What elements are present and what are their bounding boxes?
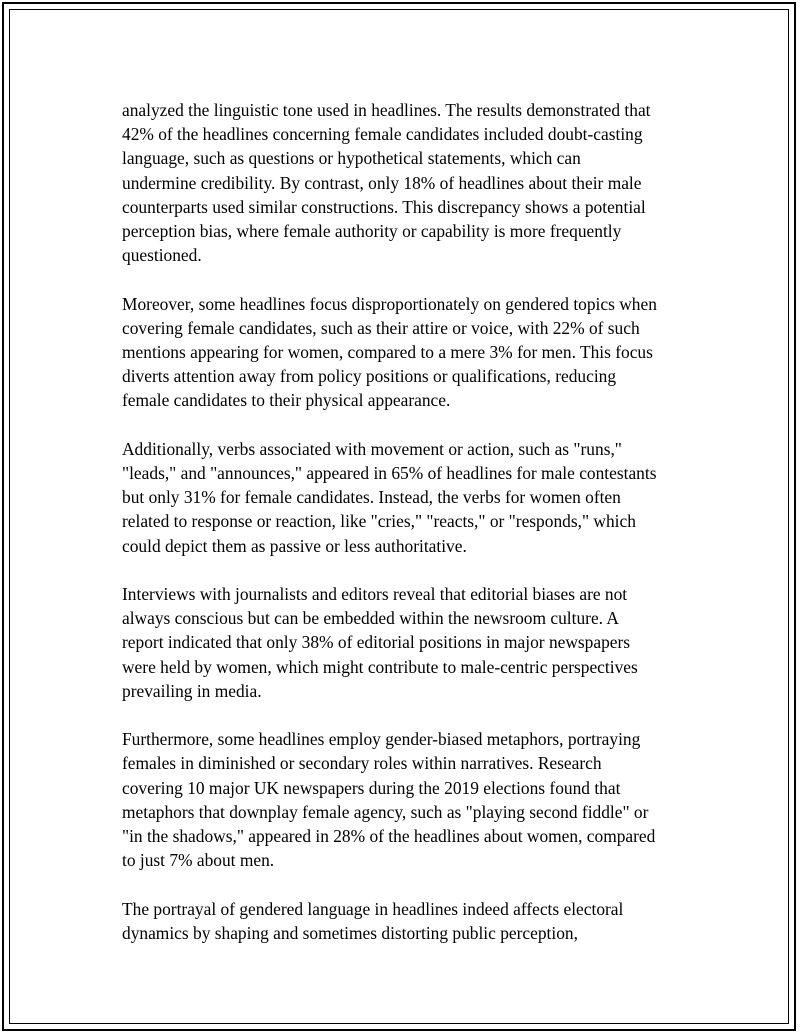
paragraph-metaphors: Furthermore, some headlines employ gender-biased metaphors, portraying females in diminished or secondary roles within narratives. Research covering 10 major UK newspapers during the 2019 elections found that metaphors that downplay female agency, such as "playing second fiddle" or "in the shadows," appeared in 28% of the headlines about women, compared to just 7% about men.	[122, 729, 656, 871]
page-frame	[2, 2, 796, 1031]
paragraph-tone-analysis: analyzed the linguistic tone used in headlines. The results demonstrated that 42% of the headlines concerning female candidates included doubt-casting language, such as questions or hypothetical statements, which can undermine credibility. By contrast, only 18% of headlines about their male counterparts used similar constructions. This discrepancy shows a potential perception bias, where female authority or capability is more frequently questioned.	[122, 100, 651, 266]
document-body	[122, 98, 702, 969]
paragraph-action-verbs: Additionally, verbs associated with movement or action, such as "runs," "leads," and "announces," appeared in 65% of headlines for male contestants but only 31% for female candidates. Instead, the verbs for women often related to response or reaction, like "cries," "reacts," or "responds," which could depict them as passive or less authoritative.	[122, 438, 657, 556]
paragraph-conclusion: The portrayal of gendered language in headlines indeed affects electoral dynamics by shaping and sometimes distorting public perception,	[122, 898, 624, 943]
paragraph-gendered-topics: Moreover, some headlines focus disproportionately on gendered topics when covering female candidates, such as their attire or voice, with 22% of such mentions appearing for women, compared to a mere 3% for men. This focus diverts attention away from policy positions or qualifications, reducing female candidates to their physical appearance.	[122, 293, 657, 411]
paragraph-editorial-bias: Interviews with journalists and editors reveal that editorial biases are not always conscious but can be embedded within the newsroom culture. A report indicated that only 38% of editorial positions in major newspapers were held by women, which might contribute to male-centric perspectives prevailing in media.	[122, 584, 638, 701]
